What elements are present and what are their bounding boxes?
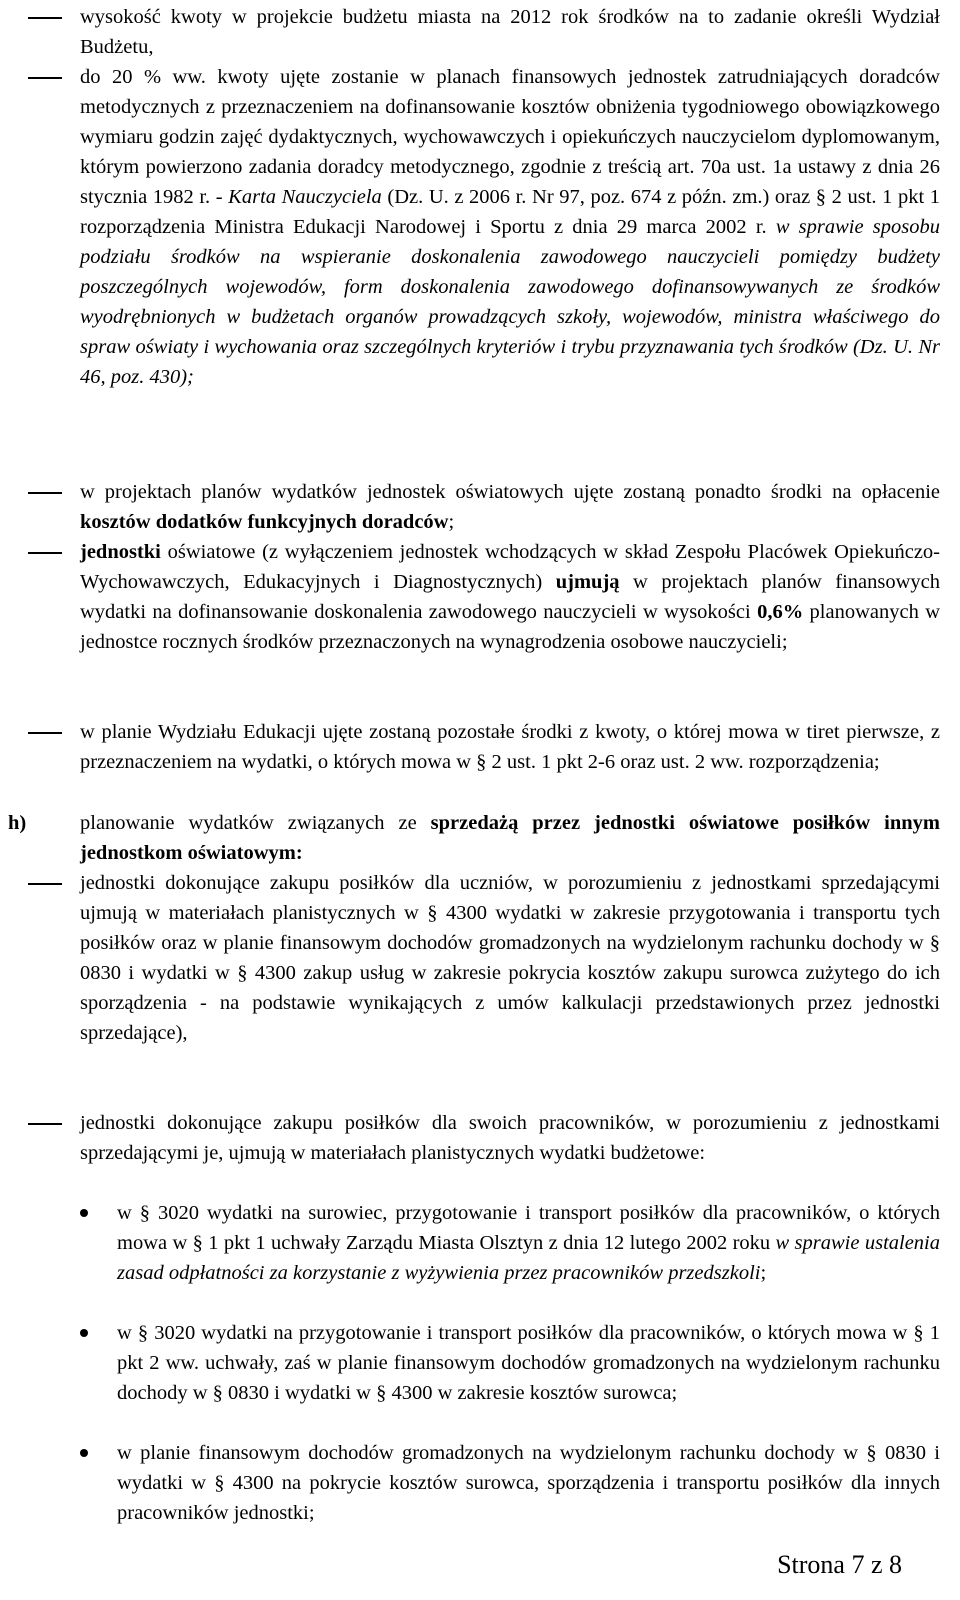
paragraph-text bbox=[80, 868, 940, 1048]
text-segment: w projektach planów finansowych wydatki na dofinansowanie doskonalenia zawodowego nauczycieli w wysokości bbox=[80, 571, 941, 623]
italic-text: w sprawie ustalenia zasad odpłatności za korzystanie z wyżywienia przez pracowników przedszkoli bbox=[117, 1232, 940, 1284]
bold-text: kosztów dodatków funkcyjnych doradców bbox=[80, 511, 449, 533]
dash-marker bbox=[28, 17, 62, 19]
text-segment: planowanie wydatków związanych ze bbox=[80, 812, 431, 834]
lettered-list-item bbox=[0, 808, 940, 868]
text-segment: planowanych w jednostce rocznych środków przeznaczonych na wynagrodzenia osobowe nauczycieli; bbox=[80, 601, 941, 653]
text-segment: wysokość kwoty w projekcie budżetu miasta na 2012 rok środków na to zadanie określi Wydział Budżetu, bbox=[80, 6, 940, 58]
text-segment: w planie finansowym dochodów gromadzonych na wydzielonym rachunku dochody w § 0830 i wydatki w § 4300 na pokrycie kosztów surowca, sporządzenia i transportu posiłków dla innych pracowników jednostki; bbox=[117, 1442, 940, 1524]
text-segment: (Dz. U. z 2006 r. Nr 97, poz. 674 z późn. zm.) oraz § 2 ust. 1 pkt 1 rozporządzenia Ministra Edukacji Narodowej i Sportu z dnia 29 marca 2002 r. bbox=[80, 186, 940, 238]
text-segment: oświatowe (z wyłączeniem jednostek wchodzących w skład Zespołu Placówek Opiekuńczo-Wychowawczych, Edukacyjnych i Diagnostycznych) bbox=[80, 541, 940, 593]
bold-text: sprzedażą przez jednostki oświatowe posiłków innym jednostkom oświatowym: bbox=[80, 812, 940, 864]
paragraph-text bbox=[117, 1198, 940, 1288]
dash-list-item bbox=[0, 62, 940, 392]
paragraph-text bbox=[80, 1108, 940, 1168]
page-number: Strona 7 z 8 bbox=[777, 1550, 902, 1579]
bullet-list-item bbox=[0, 1198, 940, 1288]
text-segment: do 20 % ww. kwoty ujęte zostanie w planach finansowych jednostek zatrudniających doradców metodycznych z przeznaczeniem na dofinansowanie kosztów obniżenia tygodniowego obowiązkowego wymiaru godzin zajęć dydaktycznych, wychowawczych i opiekuńczych nauczycielom dyplomowanym, którym powierzono zadania doradcy metodycznego, zgodnie z treścią art. 70a ust. 1a ustawy z dnia 26 stycznia 1982 r. - bbox=[80, 66, 940, 208]
dash-marker bbox=[28, 1123, 62, 1125]
paragraph-text bbox=[80, 62, 940, 392]
dash-list-item bbox=[0, 2, 940, 62]
paragraph-text bbox=[117, 1318, 940, 1408]
paragraph-text bbox=[80, 537, 940, 657]
dash-list-item bbox=[0, 477, 940, 537]
bold-text: 0,6% bbox=[757, 601, 804, 623]
bold-text: jednostki bbox=[80, 541, 161, 563]
list-letter-label: h) bbox=[8, 812, 27, 834]
bold-text: ujmują bbox=[555, 571, 620, 593]
bullet-marker bbox=[80, 1449, 88, 1457]
paragraph-text bbox=[80, 717, 940, 777]
text-segment: ; bbox=[760, 1262, 767, 1284]
text-segment: jednostki dokonujące zakupu posiłków dla uczniów, w porozumieniu z jednostkami sprzedającymi ujmują w materiałach planistycznych w § 4300 wydatki w zakresie przygotowania i transportu tych posiłków oraz w planie finansowym dochodów gromadzonych na wydzielonym rachunku dochody w § 0830 i wydatki w § 4300 zakup usług w zakresie pokrycia kosztów zakupu surowca zużytego do ich sporządzenia - na podstawie wynikających z umów kalkulacji przedstawionych przez jednostki sprzedające), bbox=[80, 872, 940, 1044]
text-segment: w planie Wydziału Edukacji ujęte zostaną pozostałe środki z kwoty, o której mowa w tiret pierwsze, z przeznaczeniem na wydatki, o których mowa w § 2 ust. 1 pkt 2-6 oraz ust. 2 ww. rozporządzenia; bbox=[80, 721, 940, 773]
paragraph-text bbox=[80, 2, 940, 62]
dash-marker bbox=[28, 883, 62, 885]
dash-marker bbox=[28, 492, 62, 494]
bullet-list-item bbox=[0, 1438, 940, 1528]
text-segment: w projektach planów wydatków jednostek oświatowych ujęte zostaną ponadto środki na opłacenie bbox=[80, 481, 940, 503]
italic-text: Karta Nauczyciela bbox=[228, 186, 382, 208]
dash-marker bbox=[28, 552, 62, 554]
dash-list-item bbox=[0, 537, 940, 657]
dash-marker bbox=[28, 77, 62, 79]
paragraph-text bbox=[117, 1438, 940, 1528]
text-segment: jednostki dokonujące zakupu posiłków dla swoich pracowników, w porozumieniu z jednostkami sprzedającymi je, ujmują w materiałach planistycznych wydatki budżetowe: bbox=[80, 1112, 940, 1164]
bullet-list-item bbox=[0, 1318, 940, 1408]
text-segment: w § 3020 wydatki na przygotowanie i transport posiłków dla pracowników, o których mowa w § 1 pkt 2 ww. uchwały, zaś w planie finansowym dochodów gromadzonych na wydzielonym rachunku dochody w § 0830 i wydatki w § 4300 w zakresie kosztów surowca; bbox=[117, 1322, 940, 1404]
italic-text: w sprawie sposobu podziału środków na wspieranie doskonalenia zawodowego nauczycieli pomiędzy budżety poszczególnych wojewodów, form doskonalenia zawodowego dofinansowywanych ze środków wyodrębnionych w budżetach organów prowadzących szkoły, wojewodów, ministra właściwego do spraw oświaty i wychowania oraz szczególnych kryteriów i trybu przyznawania tych środków (Dz. U. Nr 46, poz. 430); bbox=[80, 216, 940, 388]
text-segment: ; bbox=[448, 511, 455, 533]
paragraph-text bbox=[80, 808, 940, 868]
dash-marker bbox=[28, 732, 62, 734]
bullet-marker bbox=[80, 1209, 88, 1217]
paragraph-text bbox=[80, 477, 940, 537]
dash-list-item bbox=[0, 717, 940, 777]
text-segment: w § 3020 wydatki na surowiec, przygotowanie i transport posiłków dla pracowników, o których mowa w § 1 pkt 1 uchwały Zarządu Miasta Olsztyn z dnia 12 lutego 2002 roku bbox=[117, 1202, 940, 1254]
dash-list-item bbox=[0, 868, 940, 1048]
dash-list-item bbox=[0, 1108, 940, 1168]
bullet-marker bbox=[80, 1329, 88, 1337]
